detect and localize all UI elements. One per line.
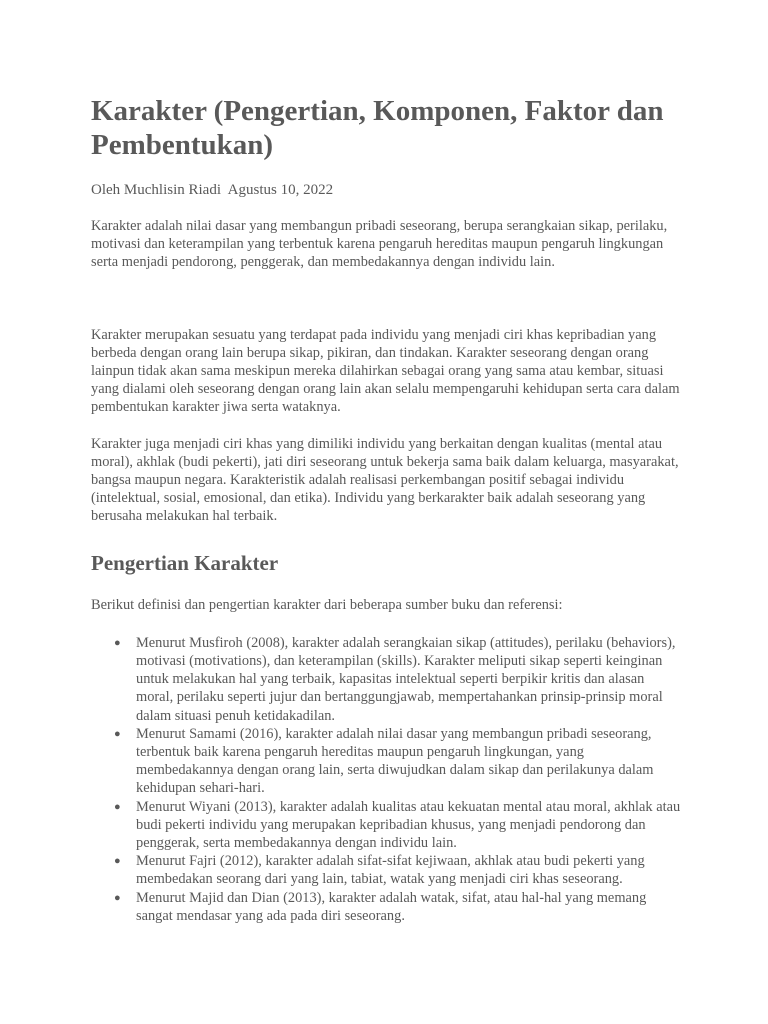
paragraph-1: Karakter adalah nilai dasar yang membangun pribadi seseorang, berupa serangkaian sikap, perilaku, motivasi dan keterampilan yang terbentuk karena pengaruh hereditas maupun pengaruh lingkungan serta menjadi pendorong, penggerak, dan membedakannya dengan individu lain. [91,218,668,271]
article-byline: Oleh Muchlisin Riadi Agustus 10, 2022 [91,182,334,198]
list-item [114,852,683,888]
article [91,94,683,925]
list-item-text: Menurut Majid dan Dian (2013), karakter adalah watak, sifat, atau hal-hal yang memang sangat mendasar yang ada pada diri seseorang. [136,889,647,924]
bullet-icon: ● [114,891,121,904]
section-heading: Pengertian Karakter [91,550,279,575]
bullet-icon: ● [114,636,121,649]
bullet-icon: ● [114,800,121,813]
list-item [114,798,683,853]
list-item-text: Menurut Fajri (2012), karakter adalah sifat-sifat kejiwaan, akhlak atau budi pekerti yang membedakan seorang dari yang lain, tabiat, watak yang menjadi ciri khas seseorang. [136,853,645,888]
bullet-icon: ● [114,727,121,740]
list-item-text: Menurut Samami (2016), karakter adalah nilai dasar yang membangun pribadi seseorang, terbentuk baik karena pengaruh hereditas maupun pengaruh lingkungan, yang membedakannya dengan orang lain, serta diwujudkan dalam sikap dan perilakunya dalam kehidupan sehari-hari. [136,725,654,797]
paragraph-3: Karakter juga menjadi ciri khas yang dimiliki individu yang berkaitan dengan kualitas (mental atau moral), akhlak (budi pekerti), jati diri seseorang untuk bekerja sama baik dalam keluarga, masyarakat, bangsa maupun negara. Karakteristik adalah realisasi perkembangan positif sebagai individu (intelektual, sosial, emosional, dan etika). Individu yang berkarakter baik adalah seseorang yang berusaha melakukan hal terbaik. [91,435,679,525]
bullet-icon: ● [114,855,121,868]
list-item-text: Menurut Wiyani (2013), karakter adalah kualitas atau kekuatan mental atau moral, akhlak atau budi pekerti individu yang merupakan kepribadian khusus, yang menjadi pendorong dan penggerak, serta membedakannya dengan individu lain. [136,798,681,852]
list-item-text: Menurut Musfiroh (2008), karakter adalah serangkaian sikap (attitudes), perilaku (behaviors), motivasi (motivations), dan keterampilan (skills). Karakter meliputi sikap seperti keinginan untuk melakukan hal yang terbaik, kapasitas intelektual seperti berpikir kritis dan alasan moral, perilaku seperti jujur dan bertanggungjawab, mempertahankan prinsip-prinsip moral dalam situasi penuh ketidakadilan. [136,634,676,724]
paragraph-2: Karakter merupakan sesuatu yang terdapat pada individu yang menjadi ciri khas kepribadian yang berbeda dengan orang lain berupa sikap, pikiran, dan tindakan. Karakter seseorang dengan orang lainpun tidak akan sama meskipun mereka dilahirkan sebagai orang yang sama atau kembar, situasi yang dialami oleh seseorang dengan orang lain akan selalu mempengaruhi kehidupan serta cara dalam pembentukan karakter jiwa serta wataknya. [91,326,680,416]
list-item [114,889,683,925]
list-item [114,634,683,725]
article-title: Karakter (Pengertian, Komponen, Faktor dan Pembentukan) [91,95,664,161]
definition-list [91,634,683,925]
list-item [114,725,683,798]
section-intro: Berikut definisi dan pengertian karakter dari beberapa sumber buku dan referensi: [91,596,563,613]
